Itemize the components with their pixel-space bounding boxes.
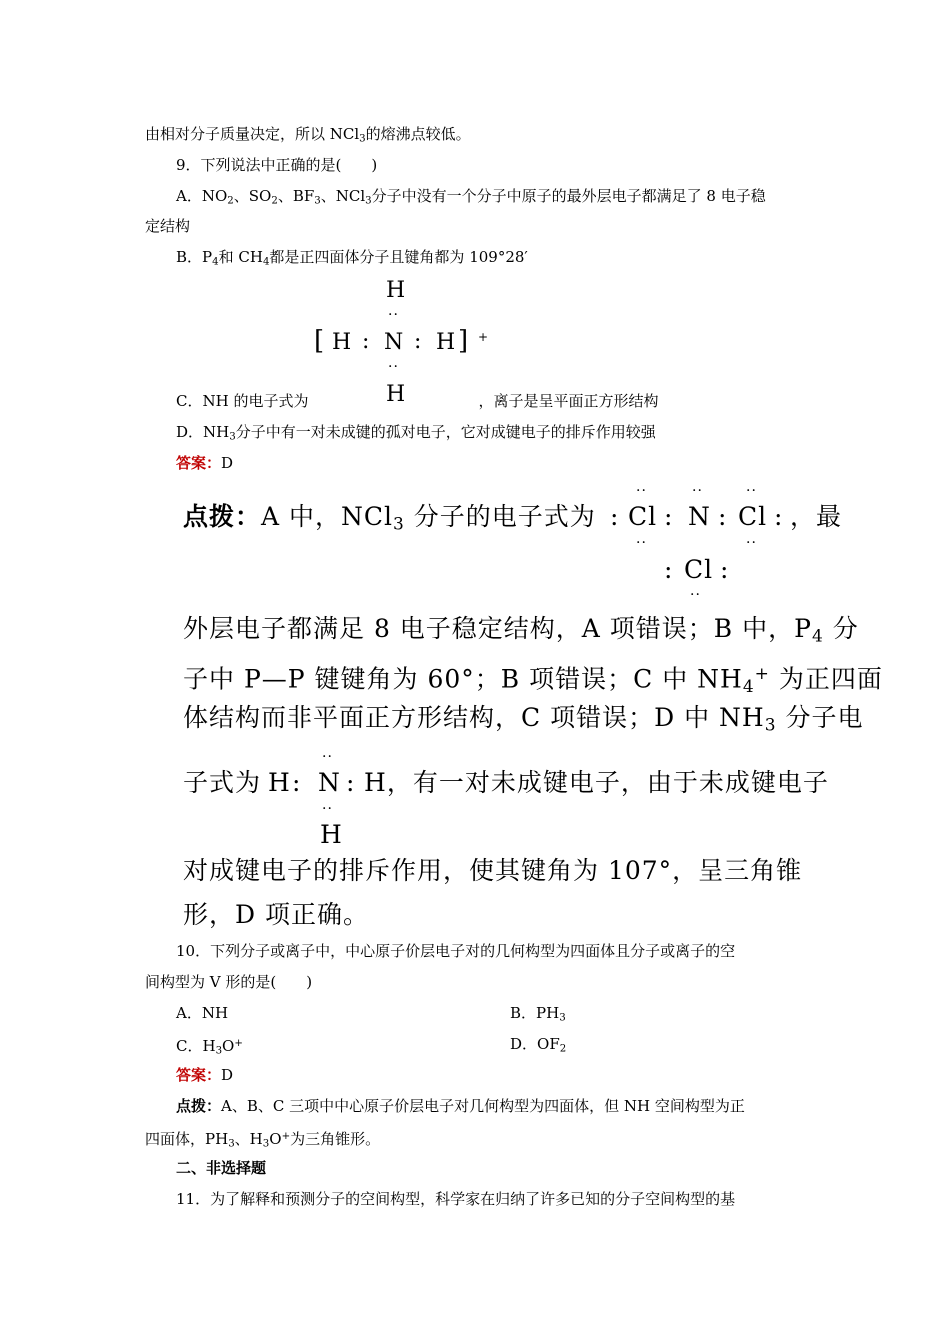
- section-heading: 二、非选择题: [176, 1159, 267, 1177]
- atom-cl-left: Cl: [628, 502, 658, 531]
- electron-pair: :: [774, 502, 784, 531]
- electron-pair: ··: [388, 307, 399, 323]
- option-a-cont: 定结构: [145, 217, 191, 235]
- electron-pair: :: [718, 502, 728, 531]
- right-bracket: ]: [458, 326, 469, 356]
- electron-pair: :: [720, 555, 730, 584]
- question-10-stem-cont: 间构型为 V 形的是( ): [145, 973, 313, 991]
- option-d: D．$NH_3$分子中有一对未成键的孤对电子，它对成键电子的排斥作用较强: [176, 423, 656, 443]
- charge: +: [478, 330, 489, 344]
- atom-cl-right: Cl: [738, 502, 768, 531]
- electron-pair: :: [346, 768, 356, 797]
- option-c: C．NH 的电子式为 ，离子是呈平面正方形结构: [176, 392, 659, 410]
- question-9-stem: 9．下列说法中正确的是( ): [176, 156, 378, 174]
- dianbo-line: 外层电子都满足 8 电子稳定结构，A 项错误；B 中，$P_4$ 分: [183, 614, 859, 647]
- question-10-stem: 10．下列分子或离子中，中心原子价层电子对的几何构型为四面体且分子或离子的空: [176, 942, 736, 960]
- dianbo-line: 点拨：A 中，NCl$_3$ 分子的电子式为: [183, 502, 596, 535]
- dianbo-line: H，有一对未成键电子，由于未成键电子: [364, 768, 829, 797]
- atom-h-top: H: [386, 278, 406, 303]
- electron-pair: ··: [746, 483, 757, 499]
- question-11-stem: 11．为了解释和预测分子的空间构型，科学家在归纳了许多已知的分子空间构型的基: [176, 1190, 736, 1208]
- dianbo-10: 点拨：A、B、C 三项中中心原子价层电子对几何构型为四面体，但 NH 空间构型为正: [176, 1097, 745, 1115]
- option-b: B．$P_4$和 $CH_4$都是正四面体分子且键角都为 109°28′: [176, 248, 528, 268]
- electron-pair: ··: [746, 535, 757, 551]
- option-d: D．$OF_2$: [510, 1035, 567, 1055]
- atom-h-left: H: [332, 330, 352, 355]
- electron-pair: ··: [690, 587, 701, 603]
- option-a: A．NH: [176, 1004, 229, 1022]
- atom-n: N: [384, 330, 404, 355]
- electron-pair: :: [664, 502, 674, 531]
- electron-pair: ··: [322, 801, 333, 817]
- electron-pair: :: [292, 768, 302, 797]
- dianbo-line: 对成键电子的排斥作用，使其键角为 107°，呈三角锥: [183, 856, 803, 885]
- dianbo-line: 子中 P—P 键键角为 60°；B 项错误；C 中 $NH_4^+$ 为正四面: [183, 664, 883, 697]
- left-bracket: [: [314, 326, 325, 356]
- electron-pair: :: [414, 329, 422, 354]
- text-line: 由相对分子质量决定，所以 NCl$_3$的熔沸点较低。: [145, 125, 471, 145]
- dianbo-10-cont: 四面体，$PH_3$、$H_3O^+$为三角锥形。: [145, 1130, 381, 1150]
- atom-h-bottom: H: [386, 382, 406, 407]
- electron-pair: :: [664, 555, 674, 584]
- dianbo-line: 形，D 项正确。: [183, 900, 369, 929]
- electron-pair: ··: [636, 535, 647, 551]
- electron-pair: ··: [636, 483, 647, 499]
- answer-10: 答案：D: [176, 1066, 234, 1084]
- dianbo-line: 体结构而非平面正方形结构，C 项错误；D 中 $NH_3$ 分子电: [183, 703, 864, 736]
- electron-pair: :: [362, 329, 370, 354]
- electron-pair: ··: [322, 749, 333, 765]
- atom-h-right: H: [436, 330, 456, 355]
- electron-pair: ··: [692, 483, 703, 499]
- option-c: C．$H_3O^+$: [176, 1037, 243, 1057]
- option-a: A．$NO_2$、$SO_2$、$BF_3$、NCl$_3$分子中没有一个分子中原子的最外层电子都满足了 8 电子稳: [176, 187, 766, 207]
- atom-h-bottom: H: [320, 820, 343, 849]
- option-b: B．$PH_3$: [510, 1004, 566, 1024]
- answer-9: 答案：D: [176, 454, 234, 472]
- dianbo-line: 子式为: [183, 768, 262, 797]
- text-fragment: ，最: [790, 502, 843, 531]
- atom-h-left: H: [268, 768, 291, 797]
- atom-n: N: [688, 502, 711, 531]
- atom-n: N: [318, 768, 341, 797]
- electron-pair: :: [610, 502, 620, 531]
- atom-cl-bottom: Cl: [684, 555, 714, 584]
- electron-pair: ··: [388, 359, 399, 375]
